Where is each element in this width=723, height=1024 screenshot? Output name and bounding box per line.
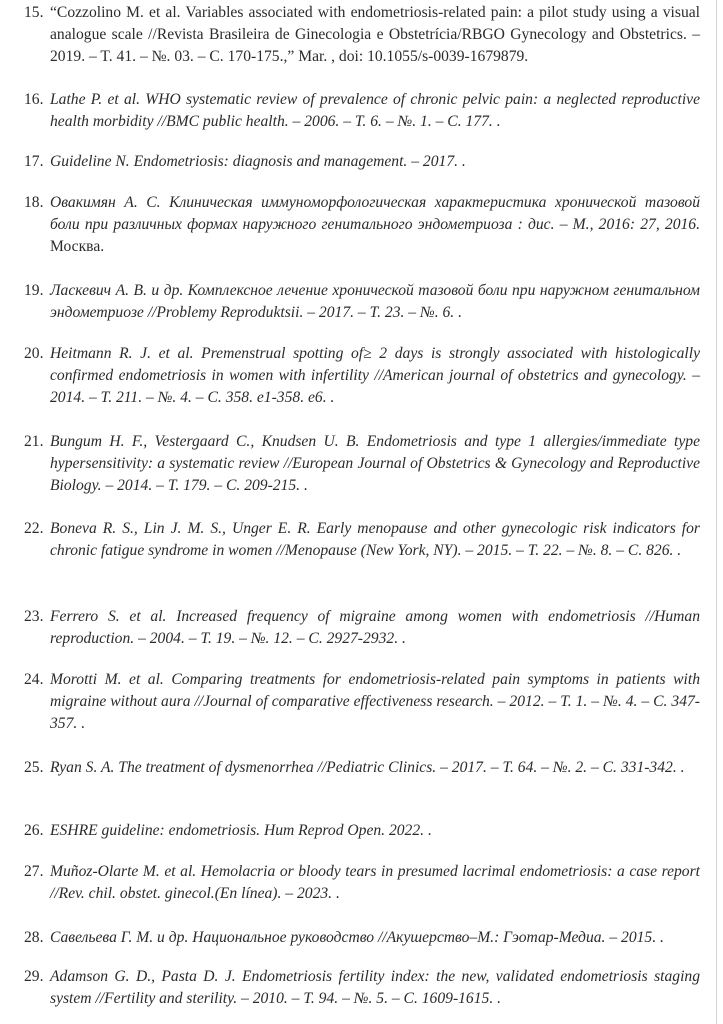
reference-number: 19. (24, 282, 44, 299)
page-edge-divider (716, 0, 717, 1024)
reference-number: 22. (24, 520, 44, 537)
reference-text: Morotti M. et al. Comparing treatments for endometriosis-related pain symptoms in patients with migraine without aura //Journal of comparative effectiveness research. – 2012. – T. 1. – №. 4. – C. 347-357. . (50, 671, 700, 732)
reference-number: 15. (24, 4, 44, 21)
reference-number: 26. (24, 822, 44, 839)
reference-text: Савельева Г. М. и др. Национальное руководство //Акушерство–М.: Гэотар-Медиа. – 2015. . (50, 929, 664, 946)
reference-text: ESHRE guideline: endometriosis. Hum Reprod Open. 2022. . (50, 822, 432, 839)
reference-number: 18. (24, 194, 44, 211)
reference-item-29 (24, 966, 700, 1010)
reference-item-15 (24, 2, 700, 68)
reference-item-17 (24, 151, 700, 173)
reference-number: 23. (24, 608, 44, 625)
reference-number: 20. (24, 345, 44, 362)
reference-item-25 (24, 757, 700, 779)
reference-text: Ryan S. A. The treatment of dysmenorrhea //Pediatric Clinics. – 2017. – T. 64. – №. 2. – C. 331-342. . (50, 759, 685, 776)
reference-item-27 (24, 861, 700, 905)
reference-item-28 (24, 927, 700, 949)
reference-item-23 (24, 606, 700, 650)
reference-text: Guideline N. Endometriosis: diagnosis and management. – 2017. . (50, 153, 466, 170)
reference-text: “Cozzolino M. et al. Variables associated with endometriosis-related pain: a pilot study using a visual analogue scale //Revista Brasileira de Ginecologia e Obstetrícia/RBGO Gynecology and Obstetrics. – 2019. – T. 41. – №. 03. – C. 170-175.,” Mar. , doi: 10.1055/s-0039-1679879. (50, 4, 700, 65)
reference-text: Ferrero S. et al. Increased frequency of migraine among women with endometriosis //Human reproduction. – 2004. – T. 19. – №. 12. – C. 2927-2932. . (50, 608, 700, 647)
reference-text: Adamson G. D., Pasta D. J. Endometriosis fertility index: the new, validated endometriosis staging system //Fertility and sterility. – 2010. – T. 94. – №. 5. – C. 1609-1615. . (50, 968, 700, 1007)
reference-number: 16. (24, 91, 44, 108)
reference-item-26 (24, 820, 700, 842)
reference-item-16 (24, 89, 700, 133)
reference-text: Boneva R. S., Lin J. M. S., Unger E. R. Early menopause and other gynecologic risk indicators for chronic fatigue syndrome in women //Menopause (New York, NY). – 2015. – T. 22. – №. 8. – C. 826. . (50, 520, 700, 559)
reference-item-21 (24, 431, 700, 497)
reference-number: 29. (24, 968, 44, 985)
reference-item-19 (24, 280, 700, 324)
reference-item-18 (24, 192, 700, 258)
reference-item-24 (24, 669, 700, 735)
reference-number: 17. (24, 153, 44, 170)
reference-number: 27. (24, 863, 44, 880)
reference-number: 21. (24, 433, 44, 450)
reference-text: Bungum H. F., Vestergaard C., Knudsen U. B. Endometriosis and type 1 allergies/immediate type hypersensitivity: a systematic review //European Journal of Obstetrics & Gynecology and Reproductive Biology. – 2014. – T. 179. – C. 209-215. . (50, 433, 700, 494)
reference-text: Овакимян А. С. Клиническая иммуноморфологическая характеристика хронической тазовой боли при различных формах наружного генитального эндометриоза : дис. – М., 2016: 27, 2016. Москва. (50, 194, 700, 255)
reference-item-22 (24, 518, 700, 562)
reference-text: Ласкевич А. В. и др. Комплексное лечение хронической тазовой боли при наружном генитальном эндометриозе //Problemy Reproduktsii. – 2017. – T. 23. – №. 6. . (50, 282, 700, 321)
reference-text: Heitmann R. J. et al. Premenstrual spotting of≥ 2 days is strongly associated with histologically confirmed endometriosis in women with infertility //American journal of obstetrics and gynecology. – 2014. – T. 211. – №. 4. – C. 358. e1-358. e6. . (50, 345, 700, 406)
reference-item-20 (24, 343, 700, 409)
reference-number: 25. (24, 759, 44, 776)
reference-number: 28. (24, 929, 44, 946)
reference-text: Muñoz-Olarte M. et al. Hemolacria or bloody tears in presumed lacrimal endometriosis: a case report //Rev. chil. obstet. ginecol.(En línea). – 2023. . (50, 863, 700, 902)
reference-number: 24. (24, 671, 44, 688)
reference-text: Lathe P. et al. WHO systematic review of prevalence of chronic pelvic pain: a neglected reproductive health morbidity //BMC public health. – 2006. – T. 6. – №. 1. – C. 177. . (50, 91, 700, 130)
